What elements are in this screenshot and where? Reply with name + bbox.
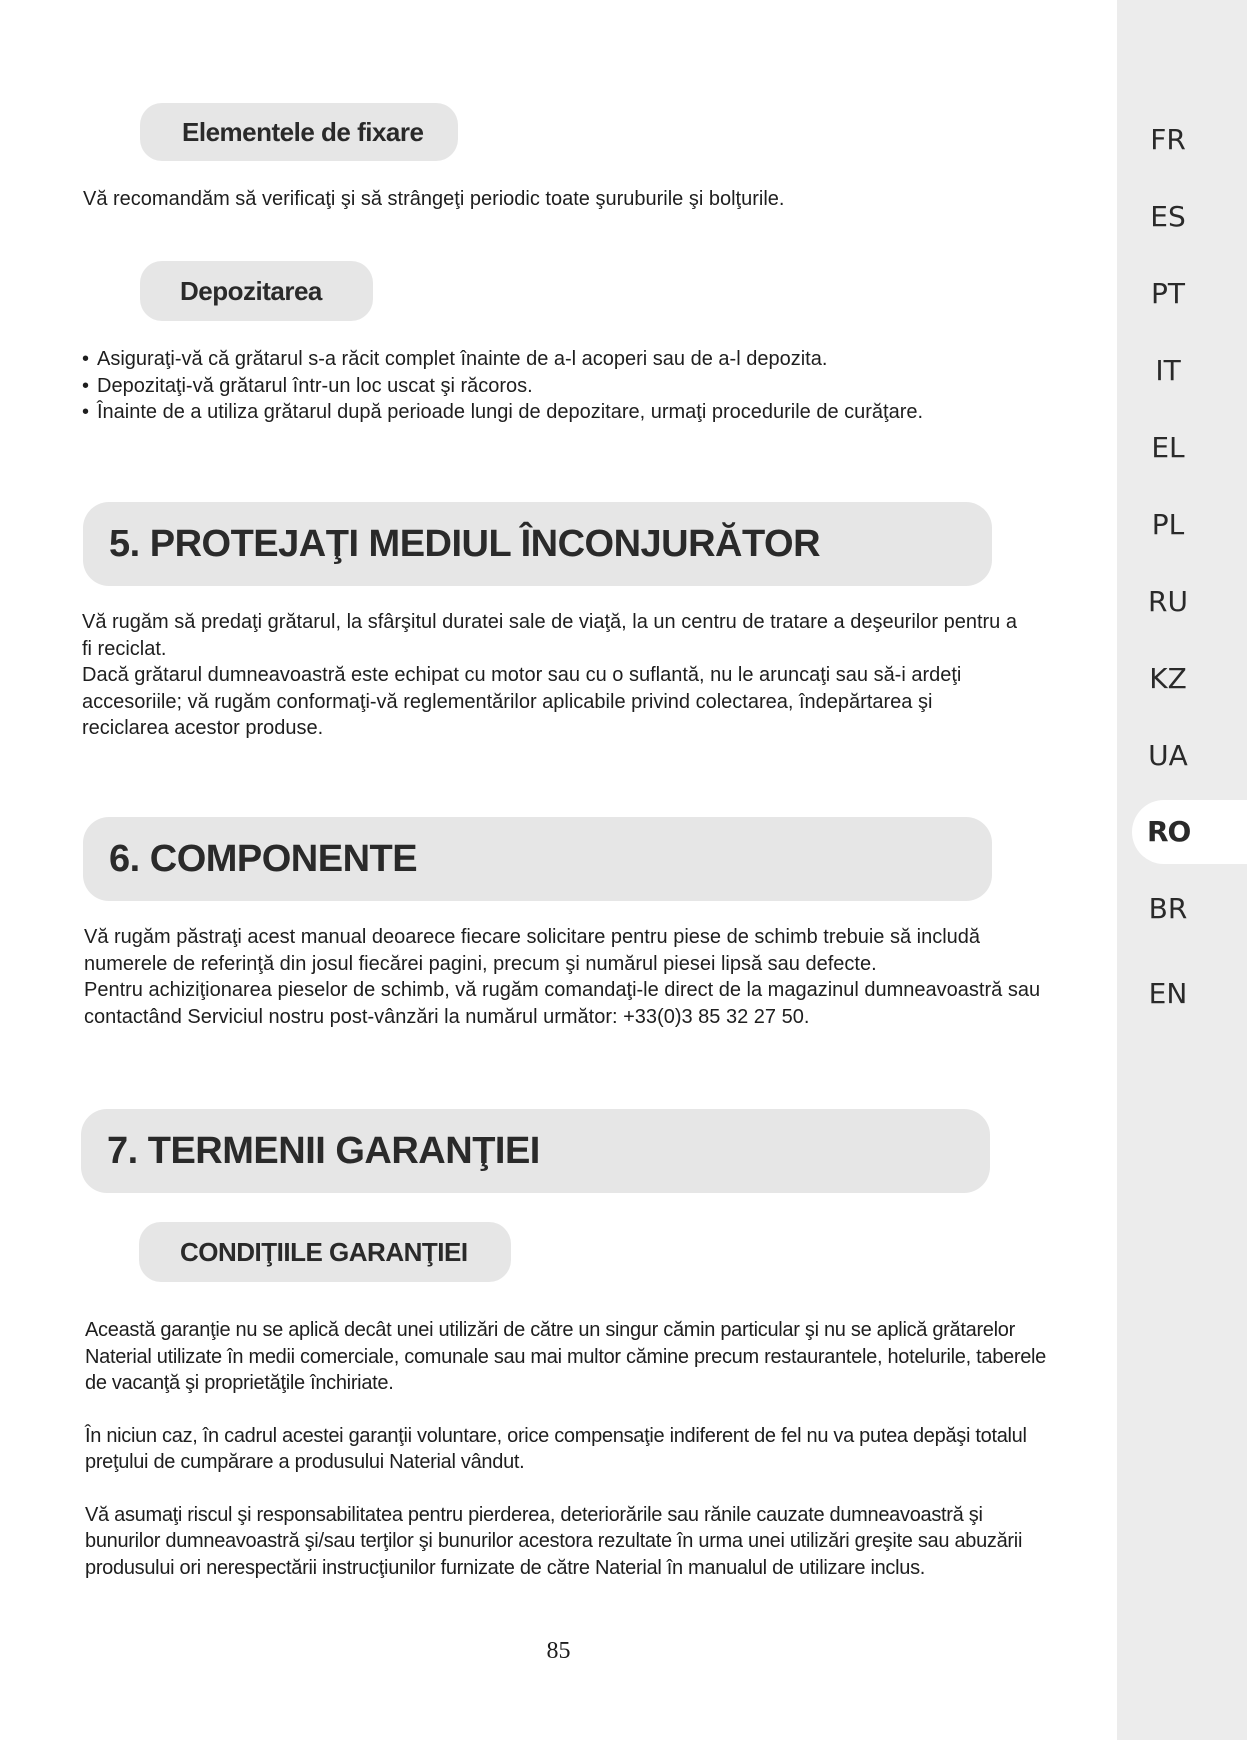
lang-tab-ua[interactable]: UA <box>1148 739 1188 772</box>
lang-tab-br[interactable]: BR <box>1148 892 1188 925</box>
garantie-conditions-heading: CONDIŢIILE GARANŢIEI <box>139 1222 511 1282</box>
list-item: • Depozitaţi-vă grătarul într-un loc uscat şi răcoros. <box>82 373 1082 400</box>
fixare-heading: Elementele de fixare <box>140 103 458 161</box>
section-5-paragraph-1: Vă rugăm să predaţi grătarul, la sfârşitul duratei sale de viaţă, la un centru de tratare a deşeurilor pentru a fi reciclat. <box>82 611 1017 660</box>
section-7-paragraph-3: Vă asumaţi riscul şi responsabilitatea pentru pierderea, deteriorările sau rănile cauzate dumneavoastră şi bunurilor dumneavoastră şi/sau terţilor şi bunurilor acestora rezultate în urma unei utilizări greşite sau abuzării produsului ori nerespectării instrucţiunilor furnizate de către Naterial în manualul de utilizare inclus. <box>85 1503 1023 1579</box>
section-6-body <box>84 924 1044 1030</box>
list-item: • Asiguraţi-vă că grătarul s-a răcit complet înainte de a-l acoperi sau de a-l depozita. <box>82 346 1082 373</box>
section-6-heading: 6. COMPONENTE <box>83 817 992 901</box>
lang-tab-es[interactable]: ES <box>1150 200 1186 233</box>
fixare-text: Vă recomandăm să verificaţi şi să strângeţi periodic toate şuruburile şi bolţurile. <box>83 188 785 210</box>
lang-tab-it[interactable]: IT <box>1155 354 1181 387</box>
section-6-paragraph-2: Pentru achiziţionarea pieselor de schimb, vă rugăm comandaţi-le direct de la magazinul dumneavoastră sau contactând Serviciul nostru post-vânzări la numărul următor: +33(0)3 85 32 27 50. <box>84 979 1041 1028</box>
language-sidebar <box>1117 0 1247 1740</box>
lang-tab-fr[interactable]: FR <box>1150 123 1186 156</box>
lang-tab-kz[interactable]: KZ <box>1149 662 1187 695</box>
section-5-body <box>82 609 1017 742</box>
lang-tab-el[interactable]: EL <box>1151 431 1185 464</box>
depozitare-heading: Depozitarea <box>140 261 373 321</box>
lang-tab-pl[interactable]: PL <box>1151 508 1185 541</box>
section-6-paragraph-1: Vă rugăm păstraţi acest manual deoarece fiecare solicitare pentru piese de schimb trebuie să includă numerele de referinţă din josul fiecărei pagini, precum şi numărul piesei lipsă sau defecte. <box>84 926 981 975</box>
lang-tab-pt[interactable]: PT <box>1151 277 1185 310</box>
lang-tab-en[interactable]: EN <box>1148 977 1188 1010</box>
section-5-heading: 5. PROTEJAŢI MEDIUL ÎNCONJURĂTOR <box>83 502 992 586</box>
section-7-paragraph-1: Această garanţie nu se aplică decât unei utilizări de către un singur cămin particular şi nu se aplică grătarelor Naterial utilizate în medii comerciale, comunale sau mai multor cămine precum restaurantele, hotelurile, taberele de vacanţă şi proprietăţile închiriate. <box>85 1319 1047 1394</box>
lang-tab-ru[interactable]: RU <box>1148 585 1188 618</box>
page-number: 85 <box>546 1638 571 1664</box>
section-7-paragraph-2: În niciun caz, în cadrul acestei garanţii voluntare, orice compensaţie indiferent de fel nu va putea depăşi totalul preţului de cumpărare a produsului Naterial vândut. <box>85 1424 1027 1473</box>
section-5-paragraph-2: Dacă grătarul dumneavoastră este echipat cu motor sau cu o suflantă, nu le aruncaţi sau să-i ardeţi accesoriile; vă rugăm conformaţi-vă reglementărilor aplicabile privind colectarea, îndepărtarea şi reciclarea acestor produse. <box>82 664 962 739</box>
lang-tab-ro-active[interactable]: RO <box>1132 800 1247 864</box>
depozitare-list <box>82 346 1082 426</box>
list-item: • Înainte de a utiliza grătarul după perioade lungi de depozitare, urmaţi procedurile de curăţare. <box>82 399 1082 426</box>
section-7-body <box>85 1317 1060 1581</box>
section-7-heading: 7. TERMENII GARANŢIEI <box>81 1109 990 1193</box>
